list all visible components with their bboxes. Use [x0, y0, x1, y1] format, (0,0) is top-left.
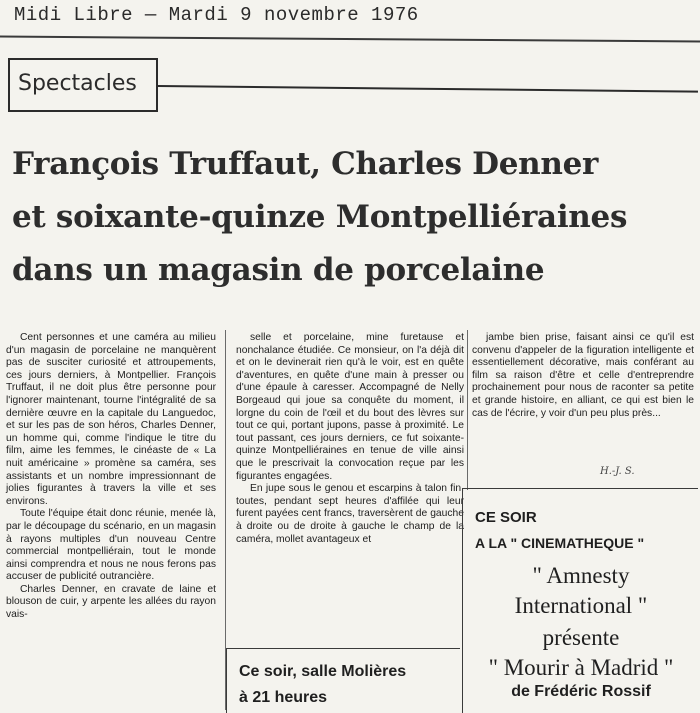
paragraph: Charles Denner, en cravate de laine et blouson de cuir, y arpente les allées du rayon vais- — [6, 583, 216, 621]
rubric-box — [8, 58, 158, 112]
author-signature: H.-J. S. — [600, 466, 635, 477]
headline-line-1: François Truffaut, Charles Denner — [12, 146, 599, 182]
announcement-title-2: International " — [514, 593, 648, 618]
article-column-1 — [6, 332, 216, 622]
paragraph: Cent personnes et une caméra au milieu d'un magasin de porcelaine ne manquèrent pas de susciter curiosité et attroupements, ces jours derniers, à Montpellier. François Truffaut, il ne doit plus être personne pour l'ignorer maintenant, tourne l'intégralité de sa dernière œuvre en la capitale du Languedoc, et sur les pas de son héros, Charles Denner, un homme qui, comme l'indique le titre du film, aime les femmes, le cinéaste de « La nuit américaine » promène sa caméra, ses assistants et un nombre impressionnant de jolies figurantes à travers la ville et ses environs. — [6, 332, 216, 507]
molieres-line-1: Ce soir, salle Molières — [239, 663, 407, 680]
paragraph: selle et porcelaine, mine furetause et nonchalance étudiée. Ce monsieur, on l'a déjà dit et on le devinerait rien qu'à le voir, est en quête d'aventures, en quête d'une main à presser ou d'une épaule à caresser. Accompagné de Nelly Borgeaud qui joue sa conquête du moment, il lorgne du coin de l'œil et du bout des lèvres sur tout ce qui, portant jupons, passe à proximité. Le tout passant, ces jours derniers, ce fut soixante-quinze Montpelliéraines en tenue de ville ainsi que le prescrivait la convocation reçue par les figurantes engagées. — [236, 332, 464, 482]
molieres-line-2: à 21 heures — [239, 689, 328, 706]
headline — [12, 138, 692, 297]
top-rule — [0, 36, 700, 42]
rubric-rule — [158, 85, 698, 93]
paragraph: Toute l'équipe était donc réunie, menée là, par le découpage du scénario, en un magasin à rayons multiples d'un nouveau Centre commercial montpelliérain, tout le monde ainsi comprendra et nous ne nous ferons pas accuser de publicité outrancière. — [6, 508, 216, 583]
dateline: Midi Libre — Mardi 9 novembre 1976 — [14, 4, 419, 26]
article-column-2 — [236, 332, 464, 546]
paragraph: jambe bien prise, faisant ainsi ce qu'il est convenu d'appeler de la figuration intelligente et essentiellement décorative, mais conférant au film sa raison d'être et celle d'entreprendre prochainement pour nous de raconter sa petite et grande histoire, en alliant, ce qui est bien le cas de l'écrire, y voir d'un peu plus près... — [472, 332, 694, 419]
announcement-director: de Frédéric Rossif — [511, 683, 651, 700]
headline-line-2: et soixante-quinze Montpelliéraines — [12, 199, 628, 235]
announcement-line-2: A LA " CINEMATHEQUE " — [475, 535, 645, 551]
announcement-film-title: " Mourir à Madrid " — [488, 655, 674, 680]
cinematheque-announcement — [462, 488, 698, 713]
announcement-title-1: " Amnesty — [532, 563, 630, 588]
announcement-presents: présente — [542, 625, 620, 650]
molieres-announcement — [226, 648, 460, 713]
announcement-line-1: CE SOIR — [475, 509, 537, 526]
column-divider — [467, 330, 468, 490]
paragraph: En jupe sous le genou et escarpins à talon fin, toutes, pendant sept heures d'affilée qui leur furent payées cent francs, traversèrent de gauche à droite ou de droite à gauche le champ de la caméra, mollet avantageux et — [236, 483, 464, 545]
headline-line-3: dans un magasin de porcelaine — [12, 252, 545, 288]
rubric-label: Spectacles — [18, 71, 137, 96]
article-column-3 — [472, 332, 694, 420]
